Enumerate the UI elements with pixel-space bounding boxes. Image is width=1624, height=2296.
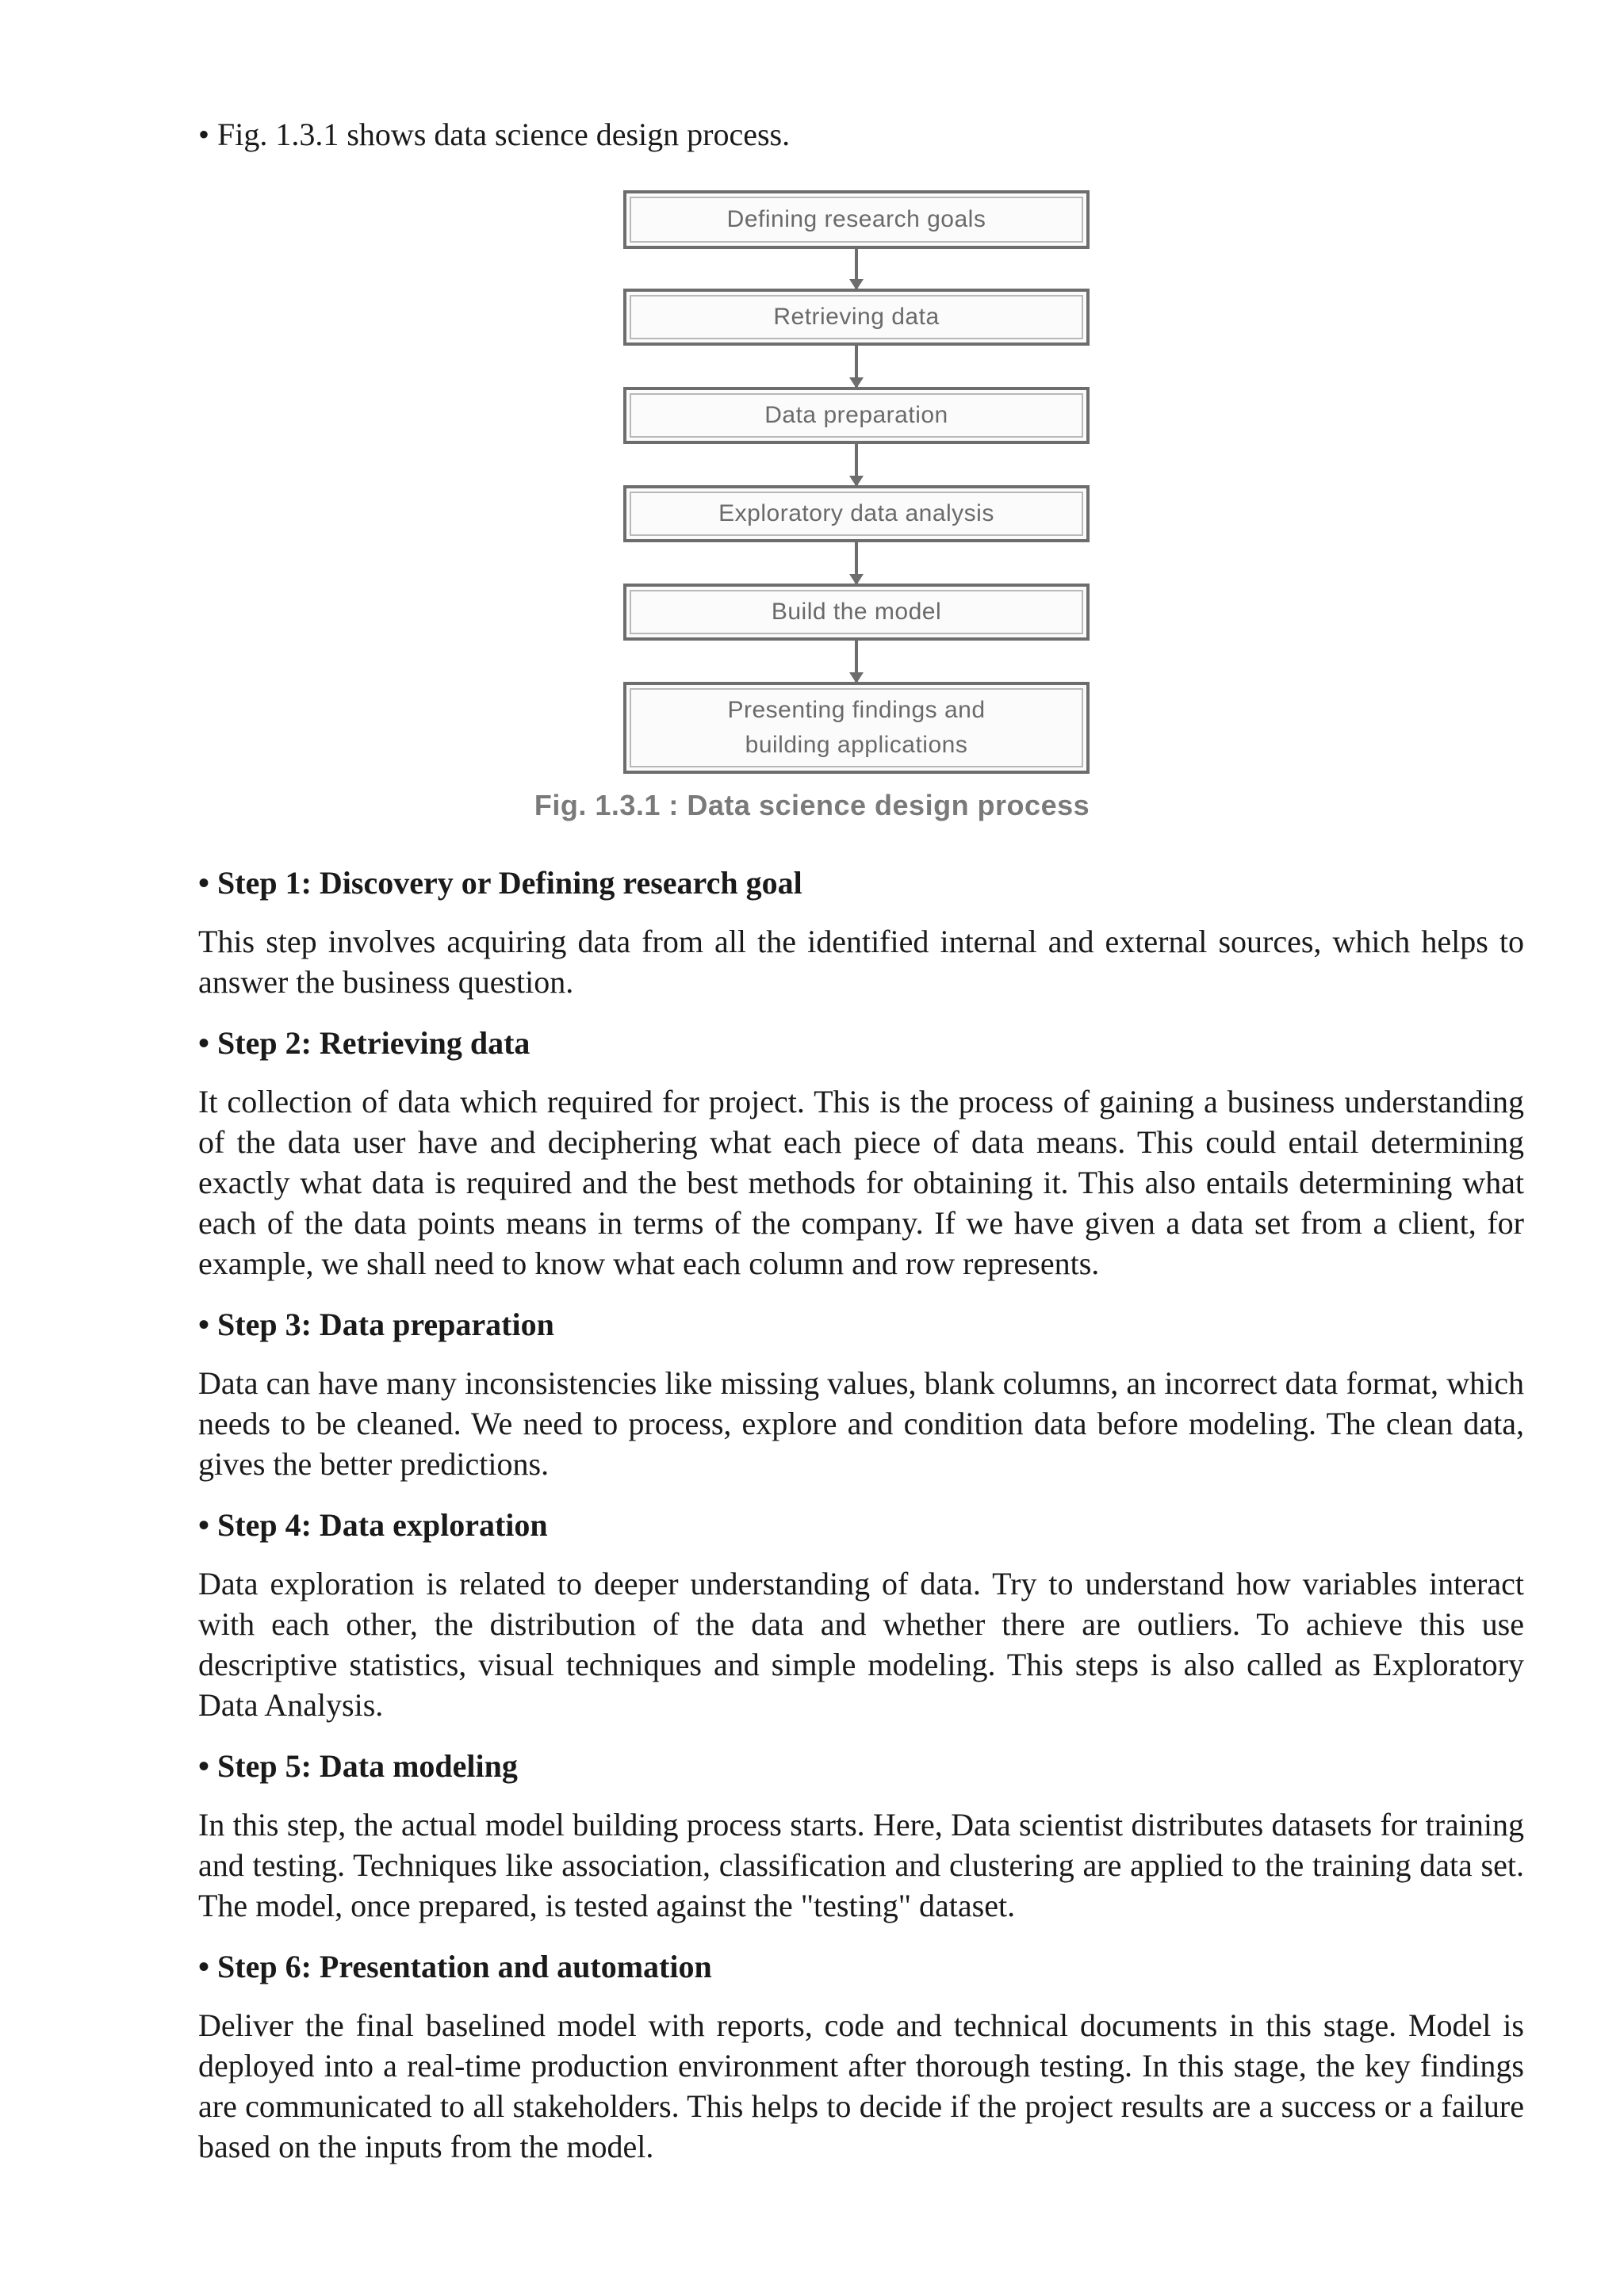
step-5-heading: • Step 5: Data modeling xyxy=(198,1748,518,1784)
step-1-heading: • Step 1: Discovery or Defining research goal xyxy=(198,865,802,901)
step-3-text: Data can have many inconsistencies like missing values, blank columns, an incorrect data format, which needs to be cleaned. We need to process, explore and condition data before modeling. The clean data, gives the better predictions. xyxy=(198,1365,1524,1482)
flow-box-retrieving-data: Retrieving data xyxy=(623,289,1090,346)
flow-arrow-4 xyxy=(855,542,858,584)
step-6-heading: • Step 6: Presentation and automation xyxy=(198,1949,712,1984)
step-4-heading: • Step 4: Data exploration xyxy=(198,1507,548,1543)
figure-caption: Fig. 1.3.1 : Data science design process xyxy=(534,789,1090,821)
step-5-text: In this step, the actual model building process starts. Here, Data scientist distributes datasets for training and testing. Techniques like association, classification and clustering are applied to the training data set. The model, once prepared, is tested against the "testing" dataset. xyxy=(198,1807,1524,1923)
flow-box-build-model: Build the model xyxy=(623,584,1090,641)
step-2-heading: • Step 2: Retrieving data xyxy=(198,1025,530,1061)
step-4-text: Data exploration is related to deeper understanding of data. Try to understand how variables interact with each other, the distribution of the data and whether there are outliers. To achieve this use descriptive statistics, visual techniques and simple modeling. This steps is also called as Exploratory Data Analysis. xyxy=(198,1566,1524,1723)
design-process-figure xyxy=(0,0,1624,848)
flow-arrow-2 xyxy=(855,346,858,387)
flow-box-presenting-findings: Presenting findings and building applications xyxy=(623,682,1090,774)
steps-section xyxy=(198,863,1524,2187)
flow-arrow-3 xyxy=(855,444,858,485)
step-1-text: This step involves acquiring data from all the identified internal and external sources, which helps to answer the business question. xyxy=(198,924,1524,1000)
step-6-text: Deliver the final baselined model with reports, code and technical documents in this stage. Model is deployed into a real-time production environment after thorough testing. In this stage, the key findings are communicated to all stakeholders. This helps to decide if the project results are a success or a failure based on the inputs from the model. xyxy=(198,2007,1524,2164)
flow-box-defining-goals: Defining research goals xyxy=(623,190,1090,249)
flow-box-data-preparation: Data preparation xyxy=(623,387,1090,444)
step-2-text: It collection of data which required for project. This is the process of gaining a business understanding of the data user have and deciphering what each piece of data means. This could entail determining exactly what data is required and the best methods for obtaining it. This also entails determining what each of the data points means in terms of the company. If we have given a data set from a client, for example, we shall need to know what each column and row represents. xyxy=(198,1084,1524,1281)
flow-arrow-5 xyxy=(855,641,858,682)
intro-text: • Fig. 1.3.1 shows data science design process. xyxy=(198,117,791,152)
flow-arrow-1 xyxy=(855,249,858,289)
flow-box-exploratory-analysis: Exploratory data analysis xyxy=(623,485,1090,542)
step-3-heading: • Step 3: Data preparation xyxy=(198,1307,554,1342)
